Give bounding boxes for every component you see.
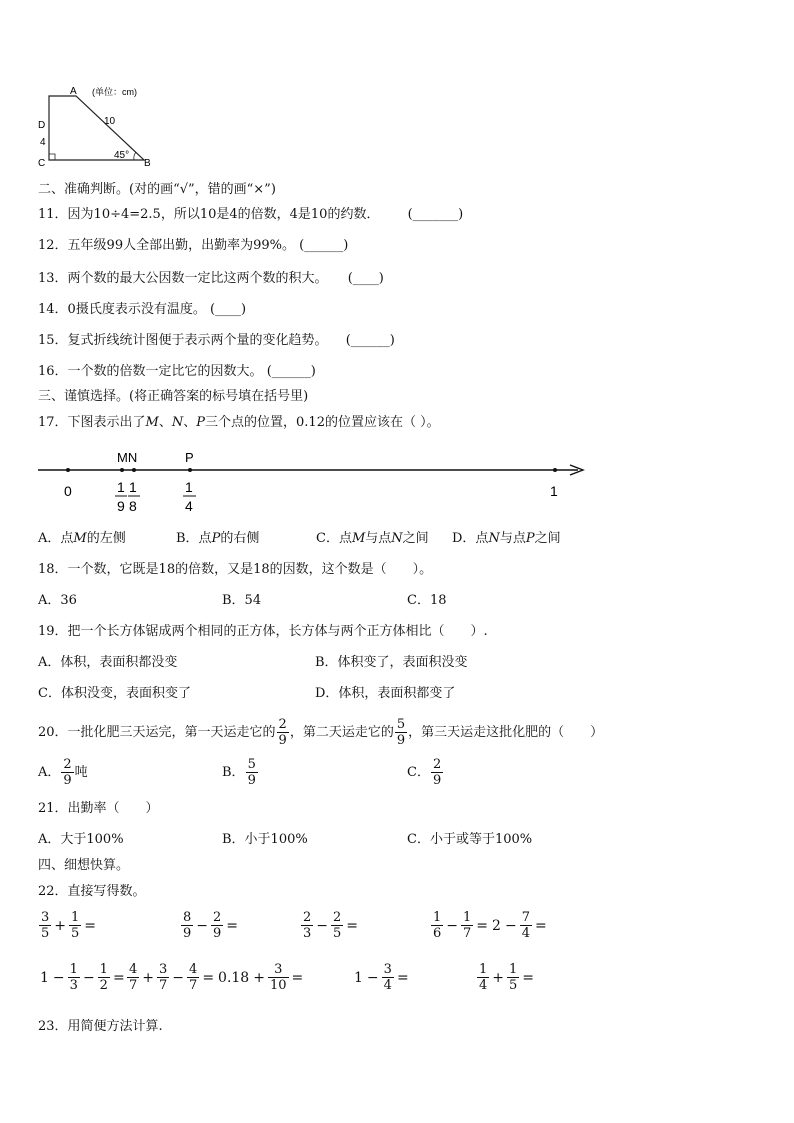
trapezoid-shape bbox=[49, 96, 144, 160]
expression: $\frac{4}{7}$ + $\frac{3}{7}$ − $\frac{4}{7}$ = 0.18 + $\frac{3}{10}$ = bbox=[129, 962, 304, 993]
point-n bbox=[132, 468, 136, 472]
point-p bbox=[188, 468, 192, 472]
question-15-text: 15．复式折线统计图便于表示两个量的变化趋势。 bbox=[38, 333, 328, 348]
q21-option-a[interactable]: A．大于100% bbox=[38, 832, 124, 847]
question-13-text: 13．两个数的最大公因数一定比这两个数的积大。 bbox=[38, 271, 328, 286]
question-17 bbox=[38, 415, 440, 431]
label-one: 1 bbox=[550, 483, 558, 499]
q18-option-a[interactable]: A．36 bbox=[38, 593, 77, 608]
point-m bbox=[120, 468, 124, 472]
q19-option-a[interactable]: A．体积，表面积都没变 bbox=[38, 655, 178, 670]
question-14-blank[interactable]: (____) bbox=[209, 302, 247, 317]
q17-option-d[interactable]: D．点N与点P之间 bbox=[452, 531, 561, 546]
q17-option-a[interactable]: A．点M的左侧 bbox=[38, 531, 126, 546]
q20-option-c[interactable]: C． $\frac{2}{9}$ bbox=[407, 757, 442, 788]
question-16-text: 16．一个数的倍数一定比它的因数大。 bbox=[38, 364, 263, 379]
vertex-label-b: B bbox=[144, 158, 151, 169]
point-n-name: N bbox=[171, 415, 184, 430]
expression: 1 − $\frac{1}{3}$ − $\frac{1}{2}$ = bbox=[40, 962, 125, 993]
point-p-name: P bbox=[196, 415, 206, 430]
question-14 bbox=[38, 302, 246, 318]
expression: 1 − $\frac{3}{4}$ = bbox=[354, 962, 409, 993]
question-21: 21．出勤率（ ） bbox=[38, 801, 159, 816]
fraction: $\frac{5}{9}$ bbox=[396, 717, 406, 748]
question-15 bbox=[38, 333, 395, 349]
q17-option-c[interactable]: C．点M与点N之间 bbox=[316, 531, 429, 546]
angle-arc bbox=[134, 152, 136, 160]
question-17-post: 三个点的位置，0.12的位置应该在（ ）。 bbox=[205, 415, 440, 430]
label-n-den: 8 bbox=[129, 498, 137, 514]
label-zero: 0 bbox=[64, 483, 72, 499]
question-18: 18．一个数，它既是18的倍数，又是18的因数，这个数是（ ）。 bbox=[38, 562, 433, 577]
question-11 bbox=[38, 207, 463, 223]
question-20-post: ，第三天运走这批化肥的（ ） bbox=[408, 725, 604, 740]
q19-option-c[interactable]: C．体积没变，表面积变了 bbox=[38, 686, 191, 701]
question-23: 23．用简便方法计算. bbox=[38, 1019, 163, 1034]
side-label-ab: 10 bbox=[104, 116, 116, 127]
expression: $\frac{3}{5}$ + $\frac{1}{5}$ = bbox=[41, 910, 97, 941]
point-zero bbox=[66, 468, 70, 472]
question-13 bbox=[38, 271, 384, 287]
label-m-num: 1 bbox=[117, 479, 125, 495]
label-p: P bbox=[185, 450, 194, 465]
right-angle-mark bbox=[49, 154, 55, 160]
question-12-blank[interactable]: (______) bbox=[299, 238, 349, 253]
q19-option-b[interactable]: B．体积变了，表面积没变 bbox=[315, 655, 468, 670]
section-heading-3: 三、谨慎选择。(将正确答案的标号填在括号里) bbox=[38, 389, 309, 404]
angle-label-b: 45° bbox=[114, 150, 130, 161]
point-one bbox=[553, 468, 557, 472]
question-20 bbox=[38, 716, 603, 750]
side-label-cd: 4 bbox=[40, 137, 46, 148]
section-heading-2: 二、准确判断。(对的画“√”，错的画“×”) bbox=[38, 182, 276, 197]
label-m-den: 9 bbox=[117, 498, 125, 514]
question-11-text: 11．因为10÷4=2.5，所以10是4的倍数，4是10的约数． bbox=[38, 207, 380, 222]
point-m-name: M bbox=[145, 415, 159, 430]
question-14-text: 14．0摄氏度表示没有温度。 bbox=[38, 302, 206, 317]
separator: 、 bbox=[183, 415, 197, 430]
q20-option-a[interactable]: A． $\frac{2}{9}$ 吨 bbox=[38, 757, 88, 788]
q18-option-c[interactable]: C．18 bbox=[407, 593, 447, 608]
question-20-pre: 20．一批化肥三天运完，第一天运走它的 bbox=[38, 725, 276, 740]
question-12-text: 12．五年级99人全部出勤，出勤率为99%。 bbox=[38, 238, 295, 253]
separator: 、 bbox=[158, 415, 172, 430]
question-12 bbox=[38, 238, 348, 254]
label-p-num: 1 bbox=[185, 479, 193, 495]
fraction: $\frac{2}{9}$ bbox=[278, 717, 287, 748]
expression: $\frac{2}{3}$ − $\frac{2}{5}$ = bbox=[303, 910, 359, 941]
vertex-label-a: A bbox=[70, 86, 77, 97]
section-heading-4: 四、细想快算。 bbox=[38, 858, 130, 873]
vertex-label-c: C bbox=[38, 158, 46, 169]
question-17-pre: 17．下图表示出了 bbox=[38, 415, 146, 430]
expression: $\frac{8}{9}$ − $\frac{2}{9}$ = bbox=[183, 910, 239, 941]
q17-option-b[interactable]: B．点P的右侧 bbox=[176, 531, 260, 546]
number-line bbox=[30, 448, 600, 518]
question-15-blank[interactable]: (______) bbox=[345, 333, 395, 348]
label-p-den: 4 bbox=[185, 498, 193, 514]
question-16 bbox=[38, 364, 316, 380]
label-mn: MN bbox=[117, 450, 138, 465]
label-n-num: 1 bbox=[129, 479, 137, 495]
expression: $\frac{1}{6}$ − $\frac{1}{7}$ = 2 − $\frac{7}{4}$ = bbox=[433, 910, 547, 941]
trapezoid-figure bbox=[30, 84, 190, 174]
question-22: 22．直接写得数。 bbox=[38, 884, 146, 899]
question-16-blank[interactable]: (______) bbox=[266, 364, 316, 379]
question-11-blank[interactable]: (_______) bbox=[407, 207, 464, 222]
unit-note: (单位：cm) bbox=[92, 87, 137, 97]
q20-option-b[interactable]: B． $\frac{5}{9}$ bbox=[222, 757, 256, 788]
expression: $\frac{1}{4}$ + $\frac{1}{5}$ = bbox=[479, 962, 535, 993]
question-20-mid: ，第二天运走它的 bbox=[289, 725, 394, 740]
q19-option-d[interactable]: D．体积，表面积都变了 bbox=[315, 686, 456, 701]
question-19: 19．把一个长方体锯成两个相同的正方体，长方体与两个正方体相比（ ）. bbox=[38, 624, 488, 639]
q18-option-b[interactable]: B．54 bbox=[222, 593, 262, 608]
vertex-label-d: D bbox=[38, 120, 46, 131]
q21-option-b[interactable]: B．小于100% bbox=[222, 832, 308, 847]
question-13-blank[interactable]: (____) bbox=[347, 271, 384, 286]
q21-option-c[interactable]: C．小于或等于100% bbox=[407, 832, 533, 847]
